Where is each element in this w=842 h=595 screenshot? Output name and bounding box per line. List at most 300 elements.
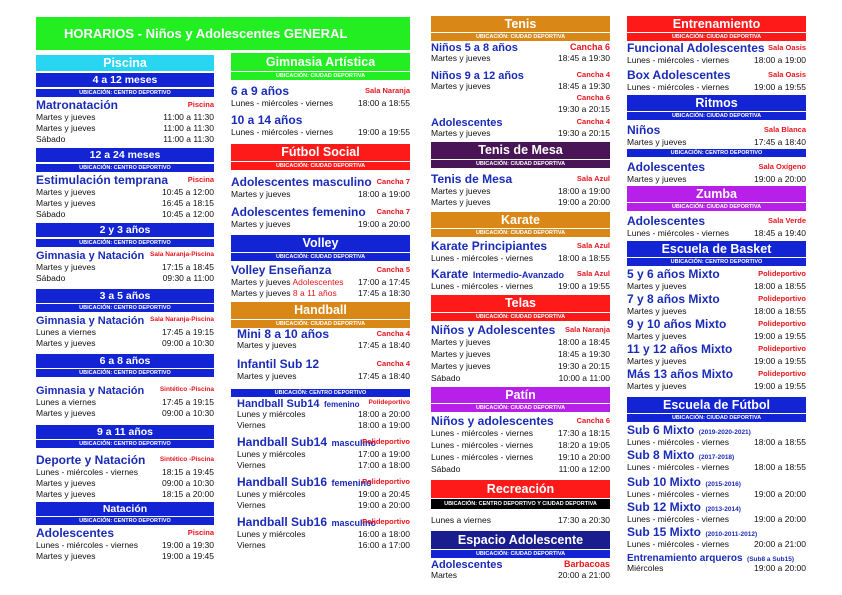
schedule-time: 17:30 a 20:30 [558, 515, 610, 525]
activity-name-row [627, 423, 806, 437]
activity-name-row [36, 525, 214, 540]
activity-name: Niños 9 a 12 años [431, 70, 524, 82]
schedule-time: 16:00 a 17:00 [358, 540, 410, 550]
schedule-time: 11:00 a 11:30 [163, 123, 214, 133]
schedule-row [431, 361, 610, 372]
section-entrenamiento [627, 16, 806, 93]
schedule-row [431, 281, 610, 292]
schedule-time: 18:00 a 18:55 [358, 98, 410, 108]
location-label: UBICACIÓN: CIUDAD DEPORTIVA [627, 112, 806, 120]
group-subheader: 12 a 24 meses [36, 148, 214, 162]
schedule-time: 16:45 a 18:15 [162, 198, 214, 208]
activity-name: 10 a 14 años [231, 113, 303, 127]
activity-place: Cancha 4 [376, 329, 410, 338]
schedule-days: Martes [431, 570, 457, 580]
activity-name: Adolescentes [627, 160, 706, 174]
schedule-time: 19:00 a 19:55 [754, 331, 806, 341]
schedule-days: Martes y jueves [431, 128, 491, 138]
activity-name: Niños [627, 123, 661, 137]
schedule-days: Martes y jueves [431, 349, 491, 359]
schedule-days: Martes y jueves [431, 53, 491, 63]
schedule-row [431, 428, 610, 439]
schedule-row [627, 356, 806, 367]
activity-name-row [431, 322, 610, 337]
schedule-row [231, 449, 410, 460]
group-subheader: 6 a 8 años [36, 354, 214, 368]
schedule-time: 17:00 a 18:00 [358, 460, 410, 470]
schedule-days: Martes y jueves [231, 189, 291, 199]
section-header-espacio: Espacio Adolescente [431, 531, 610, 549]
activity-name-row [627, 342, 806, 356]
schedule-days: Lunes - miércoles - viernes [627, 437, 730, 447]
section-header-entrenamiento: Entrenamiento [627, 16, 806, 32]
section-zumba [627, 186, 806, 239]
birth-years: (2015-2016) [705, 481, 741, 488]
activity-place: Cancha 7 [376, 207, 410, 216]
activity-place: Piscina [187, 100, 214, 109]
schedule-time: 18:45 a 19:40 [754, 228, 806, 238]
section-header-volley: Volley [231, 235, 410, 252]
schedule-time: 18:00 a 19:00 [358, 420, 410, 430]
activity-place: Sintético -Piscina [159, 456, 214, 463]
schedule-days: Martes y jueves [231, 288, 291, 298]
group-subheader: 4 a 12 meses [36, 73, 214, 87]
location-label: UBICACIÓN: CIUDAD DEPORTIVA [231, 162, 410, 170]
page-title: HORARIOS - Niños y Adolescentes GENERAL [36, 17, 410, 50]
schedule-days: Martes y jueves [36, 187, 96, 197]
schedule-days: Martes y jueves [431, 197, 491, 207]
activity-name-row [627, 67, 806, 82]
schedule-days: Martes y jueves [36, 408, 96, 418]
location-label: UBICACIÓN: CIUDAD DEPORTIVA [431, 313, 610, 321]
activity-name-row [36, 97, 214, 112]
activity-name: Adolescentes masculino [231, 175, 372, 189]
activity-place: Polideportivo [368, 399, 410, 406]
schedule-time: 09:00 a 10:30 [162, 408, 214, 418]
schedule-row [231, 189, 410, 200]
activity-name-row [431, 171, 610, 186]
activity-place: Polideportivo [758, 369, 806, 378]
schedule-days: Martes y jueves [36, 262, 96, 272]
activity-name-row [627, 367, 806, 381]
schedule-row [231, 500, 410, 511]
activity-name-row [431, 41, 610, 53]
schedule-row [627, 381, 806, 392]
location-label: UBICACIÓN: CENTRO DEPORTIVO [231, 389, 410, 397]
activity-place: Polideportivo [362, 477, 410, 486]
schedule-row [627, 228, 806, 239]
activity-name-row [627, 292, 806, 306]
schedule-days: Lunes - miércoles - viernes [627, 228, 730, 238]
activity-name: Matronatación [36, 98, 119, 112]
schedule-row [231, 98, 410, 109]
activity-name: Sub 10 Mixto [627, 475, 702, 489]
group-6-8-anos [36, 354, 214, 419]
activity-place: Polideportivo [758, 344, 806, 353]
activity-name: 11 y 12 años Mixto [627, 342, 733, 356]
schedule-row [431, 570, 610, 581]
location-label: UBICACIÓN: CENTRO DEPORTIVO [36, 369, 214, 377]
schedule-time: 19:00 a 19:55 [754, 381, 806, 391]
schedule-days: Lunes a viernes [36, 397, 97, 407]
schedule-days: Lunes y miércoles [237, 449, 306, 459]
schedule-row-extra [431, 104, 610, 115]
schedule-days: Martes y jueves [237, 371, 297, 381]
activity-name: Gimnasia y Natación [36, 315, 145, 327]
section-header-patin: Patín [431, 387, 610, 403]
schedule-time: 19:00 a 20:00 [358, 500, 410, 510]
activity-name: 5 y 6 años Mixto [627, 267, 720, 281]
schedule-row [36, 262, 214, 273]
schedule-row [36, 112, 214, 123]
schedule-time: 17:00 a 19:00 [358, 449, 410, 459]
activity-place: Polideportivo [362, 437, 410, 446]
schedule-days: Martes y jueves [36, 489, 96, 499]
activity-place: Piscina [187, 175, 214, 184]
activity-place: Cancha 6 [569, 42, 610, 52]
activity-place: Cancha 5 [376, 265, 410, 274]
activity-name: Niños 5 a 8 años [431, 42, 518, 54]
schedule-row [431, 128, 610, 139]
activity-name-row [231, 474, 410, 489]
activity-name-row [231, 397, 410, 409]
activity-place: Barbacoas [563, 559, 610, 569]
section-header-zumba: Zumba [627, 186, 806, 202]
schedule-row [36, 134, 214, 145]
activity-name: Handball Sub16 [237, 515, 328, 529]
location-label: UBICACIÓN: CIUDAD DEPORTIVA [431, 404, 610, 412]
schedule-days: Martes y jueves [627, 281, 687, 291]
schedule-days: Martes y jueves [431, 361, 491, 371]
group-3-5-anos [36, 289, 214, 349]
section-tenis [431, 16, 610, 139]
schedule-row [36, 397, 214, 408]
activity-name-row [231, 174, 410, 189]
activity-place: Cancha 4 [576, 70, 610, 79]
schedule-days: Viernes [237, 460, 266, 470]
schedule-days: Viernes [237, 500, 266, 510]
schedule-time: 09:00 a 10:30 [162, 338, 214, 348]
schedule-days: Martes y jueves [627, 306, 687, 316]
schedule-row [36, 198, 214, 209]
schedule-time: 09:30 a 11:00 [162, 273, 214, 283]
schedule-days: Lunes - miércoles - viernes [627, 489, 730, 499]
schedule-time: 18:00 a 19:00 [754, 55, 806, 65]
activity-name: Entrenamiento arqueros [627, 553, 743, 564]
location-label: UBICACIÓN: CIUDAD DEPORTIVA [231, 320, 410, 328]
schedule-time: 18:45 a 19:30 [558, 349, 610, 359]
schedule-row [431, 186, 610, 197]
activity-name: Adolescentes [627, 214, 706, 228]
schedule-row [36, 123, 214, 134]
birth-years: (2010-2011-2012) [705, 531, 758, 538]
location-label: UBICACIÓN: CENTRO DEPORTIVO Y CIUDAD DEPORTIVA [431, 499, 610, 509]
schedule-days: Lunes - miércoles - viernes [431, 428, 534, 438]
schedule-time: 18:20 a 19:05 [558, 440, 610, 450]
activity-name: Karate Principiantes [431, 239, 548, 253]
birth-years: (2019-2020-2021) [698, 429, 751, 436]
schedule-time: 18:00 a 20:00 [358, 409, 410, 419]
schedule-days: Martes y jueves [627, 356, 687, 366]
group-4-12-meses [36, 73, 214, 145]
schedule-time: 19:30 a 20:15 [558, 128, 610, 138]
schedule-row [627, 82, 806, 93]
schedule-time: 19:00 a 19:30 [162, 540, 214, 550]
schedule-time: 19:00 a 19:45 [162, 551, 214, 561]
activity-name: Adolescentes [36, 526, 115, 540]
activity-name: Niños y Adolescentes [431, 323, 556, 337]
section-volley [231, 235, 410, 299]
activity-name-row [36, 452, 214, 467]
section-handball [231, 302, 410, 551]
schedule-time: 10:45 a 12:00 [162, 187, 214, 197]
schedule-time: 19:00 a 20:00 [754, 563, 806, 573]
schedule-time: 19:30 a 20:15 [558, 361, 610, 371]
schedule-time: 19:00 a 20:00 [754, 174, 806, 184]
schedule-time: 19:00 a 20:00 [558, 197, 610, 207]
activity-name-row [627, 122, 806, 137]
activity-name-row [627, 475, 806, 489]
schedule-row [431, 515, 610, 526]
schedule-time: 19:10 a 20:00 [558, 452, 610, 462]
section-header-recreacion: Recreación [431, 480, 610, 498]
activity-name: Handball Sub16 [237, 475, 328, 489]
schedule-row [36, 467, 214, 478]
activity-name: Handball Sub14 [237, 398, 320, 410]
activity-name-row [431, 115, 610, 128]
activity-name: Sub 8 Mixto [627, 448, 695, 462]
schedule-row [627, 489, 806, 500]
section-header-futbol-social: Fútbol Social [231, 144, 410, 161]
schedule-time: 18:00 a 19:00 [358, 189, 410, 199]
schedule-row [36, 187, 214, 198]
activity-name: Adolescentes [431, 559, 503, 571]
schedule-row [231, 489, 410, 500]
schedule-days: Lunes a viernes [431, 515, 492, 525]
activity-name-row [627, 317, 806, 331]
activity-name-row [627, 500, 806, 514]
schedule-time: 19:00 a 19:55 [754, 356, 806, 366]
schedule-days: Viernes [237, 540, 266, 550]
activity-name-row [431, 69, 610, 81]
activity-name-row [627, 159, 806, 174]
schedule-days: Martes y jueves [431, 186, 491, 196]
schedule-time: 17:45 a 19:15 [162, 327, 214, 337]
activity-place: Cancha 4 [576, 117, 610, 126]
schedule-row [36, 209, 214, 220]
schedule-time: 19:30 a 20:15 [558, 104, 610, 114]
column-4 [627, 16, 806, 574]
section-escuela-basket [627, 241, 806, 392]
schedule-row [627, 514, 806, 525]
activity-place: Cancha 6 [576, 93, 610, 102]
schedule-days: Lunes - miércoles - viernes [627, 82, 730, 92]
location-label: UBICACIÓN: CENTRO DEPORTIVO [36, 164, 214, 172]
activity-name-row [627, 267, 806, 281]
location-label: UBICACIÓN: CENTRO DEPORTIVO [36, 304, 214, 312]
activity-name-row [627, 41, 806, 55]
schedule-row [231, 460, 410, 471]
schedule-time: 20:00 a 21:00 [754, 539, 806, 549]
schedule-days: Martes y jueves [627, 137, 687, 147]
location-label: UBICACIÓN: CIUDAD DEPORTIVA [431, 229, 610, 237]
activity-place: Sala Naranja [564, 325, 610, 334]
activity-place: Sala Azul [576, 241, 610, 250]
section-header-tenis: Tenis [431, 16, 610, 32]
schedule-row [231, 371, 410, 382]
column-3 [431, 16, 610, 581]
activity-name-row [36, 172, 214, 187]
section-header-telas: Telas [431, 295, 610, 312]
activity-name-row [431, 558, 610, 570]
activity-name-row [231, 112, 410, 127]
group-12-24-meses [36, 148, 214, 220]
schedule-time: 11:00 a 12:00 [558, 464, 610, 474]
location-label: UBICACIÓN: CIUDAD DEPORTIVA [431, 160, 610, 168]
activity-name: Deporte y Natación [36, 453, 146, 467]
activity-name-row [431, 413, 610, 428]
activity-name-row [36, 247, 214, 262]
schedule-days: Martes y jueves [431, 337, 491, 347]
schedule-row [231, 127, 410, 138]
schedule-row [431, 197, 610, 208]
activity-place: Sintético -Piscina [159, 386, 214, 393]
schedule-time: 10:45 a 12:00 [162, 209, 214, 219]
schedule-time: 17:45 a 18:30 [358, 288, 410, 298]
activity-name-row [231, 434, 410, 449]
activity-name-row [431, 238, 610, 253]
schedule-time: 17:00 a 17:45 [358, 277, 410, 287]
location-label: UBICACIÓN: CENTRO DEPORTIVO [36, 239, 214, 247]
activity-qualifier: Intermedio-Avanzado [472, 270, 564, 280]
schedule-days: Sábado [431, 464, 461, 474]
schedule-row [627, 462, 806, 473]
schedule-days: Martes y jueves [36, 123, 96, 133]
activity-name-row [231, 262, 410, 277]
schedule-time: 18:00 a 18:55 [754, 281, 806, 291]
schedule-row [36, 408, 214, 419]
schedule-row [627, 174, 806, 185]
schedule-row [231, 540, 410, 551]
schedule-row [36, 540, 214, 551]
activity-name: 6 a 9 años [231, 84, 290, 98]
schedule-days: Lunes - miércoles - viernes [231, 98, 334, 108]
schedule-row [431, 464, 610, 475]
activity-name: Más 13 años Mixto [627, 367, 734, 381]
activity-place: Sala Naranja-Piscina [150, 316, 214, 323]
section-header-karate: Karate [431, 212, 610, 228]
location-label: UBICACIÓN: CIUDAD DEPORTIVA [431, 33, 610, 41]
schedule-row [627, 281, 806, 292]
schedule-days: Martes y jueves [36, 198, 96, 208]
schedule-days: Lunes - miércoles - viernes [627, 55, 730, 65]
schedule-days: Lunes y miércoles [237, 409, 306, 419]
activity-name: Funcional Adolescentes [627, 41, 765, 55]
activity-place: Sala Azul [576, 269, 610, 278]
schedule-time: 18:00 a 18:55 [754, 462, 806, 472]
schedule-row [231, 219, 410, 230]
schedule-row [431, 452, 610, 463]
schedule-row [231, 529, 410, 540]
column-2 [231, 53, 410, 551]
location-label: UBICACIÓN: CIUDAD DEPORTIVA [231, 253, 410, 261]
location-label: UBICACIÓN: CIUDAD DEPORTIVA [431, 550, 610, 558]
location-label: UBICACIÓN: CIUDAD DEPORTIVA [627, 33, 806, 41]
schedule-time: 17:45 a 18:40 [358, 340, 410, 350]
schedule-days: Lunes - miércoles - viernes [627, 462, 730, 472]
section-ritmos [627, 95, 806, 185]
schedule-time: 18:15 a 19:45 [162, 467, 214, 477]
schedule-row [36, 489, 214, 500]
schedule-time: 18:45 a 19:30 [558, 81, 610, 91]
schedule-days: Martes y jueves [36, 551, 96, 561]
schedule-days: Sábado [431, 373, 461, 383]
schedule-time: 20:00 a 21:00 [558, 570, 610, 580]
activity-name-row [36, 312, 214, 327]
schedule-time: 17:45 a 18:40 [754, 137, 806, 147]
schedule-days: Martes y jueves [36, 338, 96, 348]
schedule-days: Lunes - miércoles - viernes [36, 540, 139, 550]
activity-name-row [627, 448, 806, 462]
schedule-days: Lunes y miércoles [237, 489, 306, 499]
schedule-days: Martes y jueves [36, 478, 96, 488]
schedule-row [627, 437, 806, 448]
birth-years: (Sub8 a Sub15) [747, 556, 795, 563]
schedule-time: 18:15 a 20:00 [162, 489, 214, 499]
activity-qualifier: masculino [331, 518, 376, 528]
birth-years: (2017-2018) [698, 454, 735, 461]
schedule-days: Martes y jueves [627, 331, 687, 341]
schedule-time: 19:00 a 19:55 [754, 82, 806, 92]
activity-place: Polideportivo [362, 517, 410, 526]
schedule-row [431, 440, 610, 451]
group-subheader: 9 a 11 años [36, 425, 214, 439]
activity-name: Sub 12 Mixto [627, 500, 702, 514]
activity-name-row [231, 328, 410, 340]
section-escuela-futbol [627, 397, 806, 574]
activity-place: Cancha 6 [576, 416, 610, 425]
activity-qualifier: femenino [331, 478, 372, 488]
schedule-days: Lunes a viernes [36, 327, 97, 337]
schedule-time: 16:00 a 18:00 [358, 529, 410, 539]
schedule-time: 18:00 a 18:55 [754, 306, 806, 316]
group-subheader: Natación [36, 502, 214, 516]
section-futbol-social [231, 144, 410, 230]
section-espacio-adolescente [431, 531, 610, 581]
activity-qualifier: femenino [323, 400, 360, 409]
schedule-row [431, 373, 610, 384]
activity-name-row [231, 356, 410, 371]
schedule-days: Lunes - miércoles - viernes [431, 281, 534, 291]
activity-place: Sala Blanca [763, 125, 806, 134]
location-label: UBICACIÓN: CENTRO DEPORTIVO [627, 258, 806, 266]
schedule-row [231, 420, 410, 431]
activity-name: Handball Sub14 [237, 435, 328, 449]
section-header-escuela-futbol: Escuela de Fútbol [627, 397, 806, 413]
schedule-time: 17:30 a 18:15 [558, 428, 610, 438]
activity-place: Polideportivo [758, 294, 806, 303]
section-header-ritmos: Ritmos [627, 95, 806, 111]
schedule-row [431, 349, 610, 360]
activity-place: Polideportivo [758, 319, 806, 328]
schedule-time: 19:00 a 20:00 [754, 514, 806, 524]
group-9-11-anos [36, 425, 214, 500]
schedule-row [627, 331, 806, 342]
schedule-time: 11:00 a 11:30 [163, 134, 214, 144]
activity-place: Sala Oasis [768, 43, 806, 52]
schedule-group: Adolescentes [292, 277, 344, 287]
schedule-row [431, 53, 610, 64]
